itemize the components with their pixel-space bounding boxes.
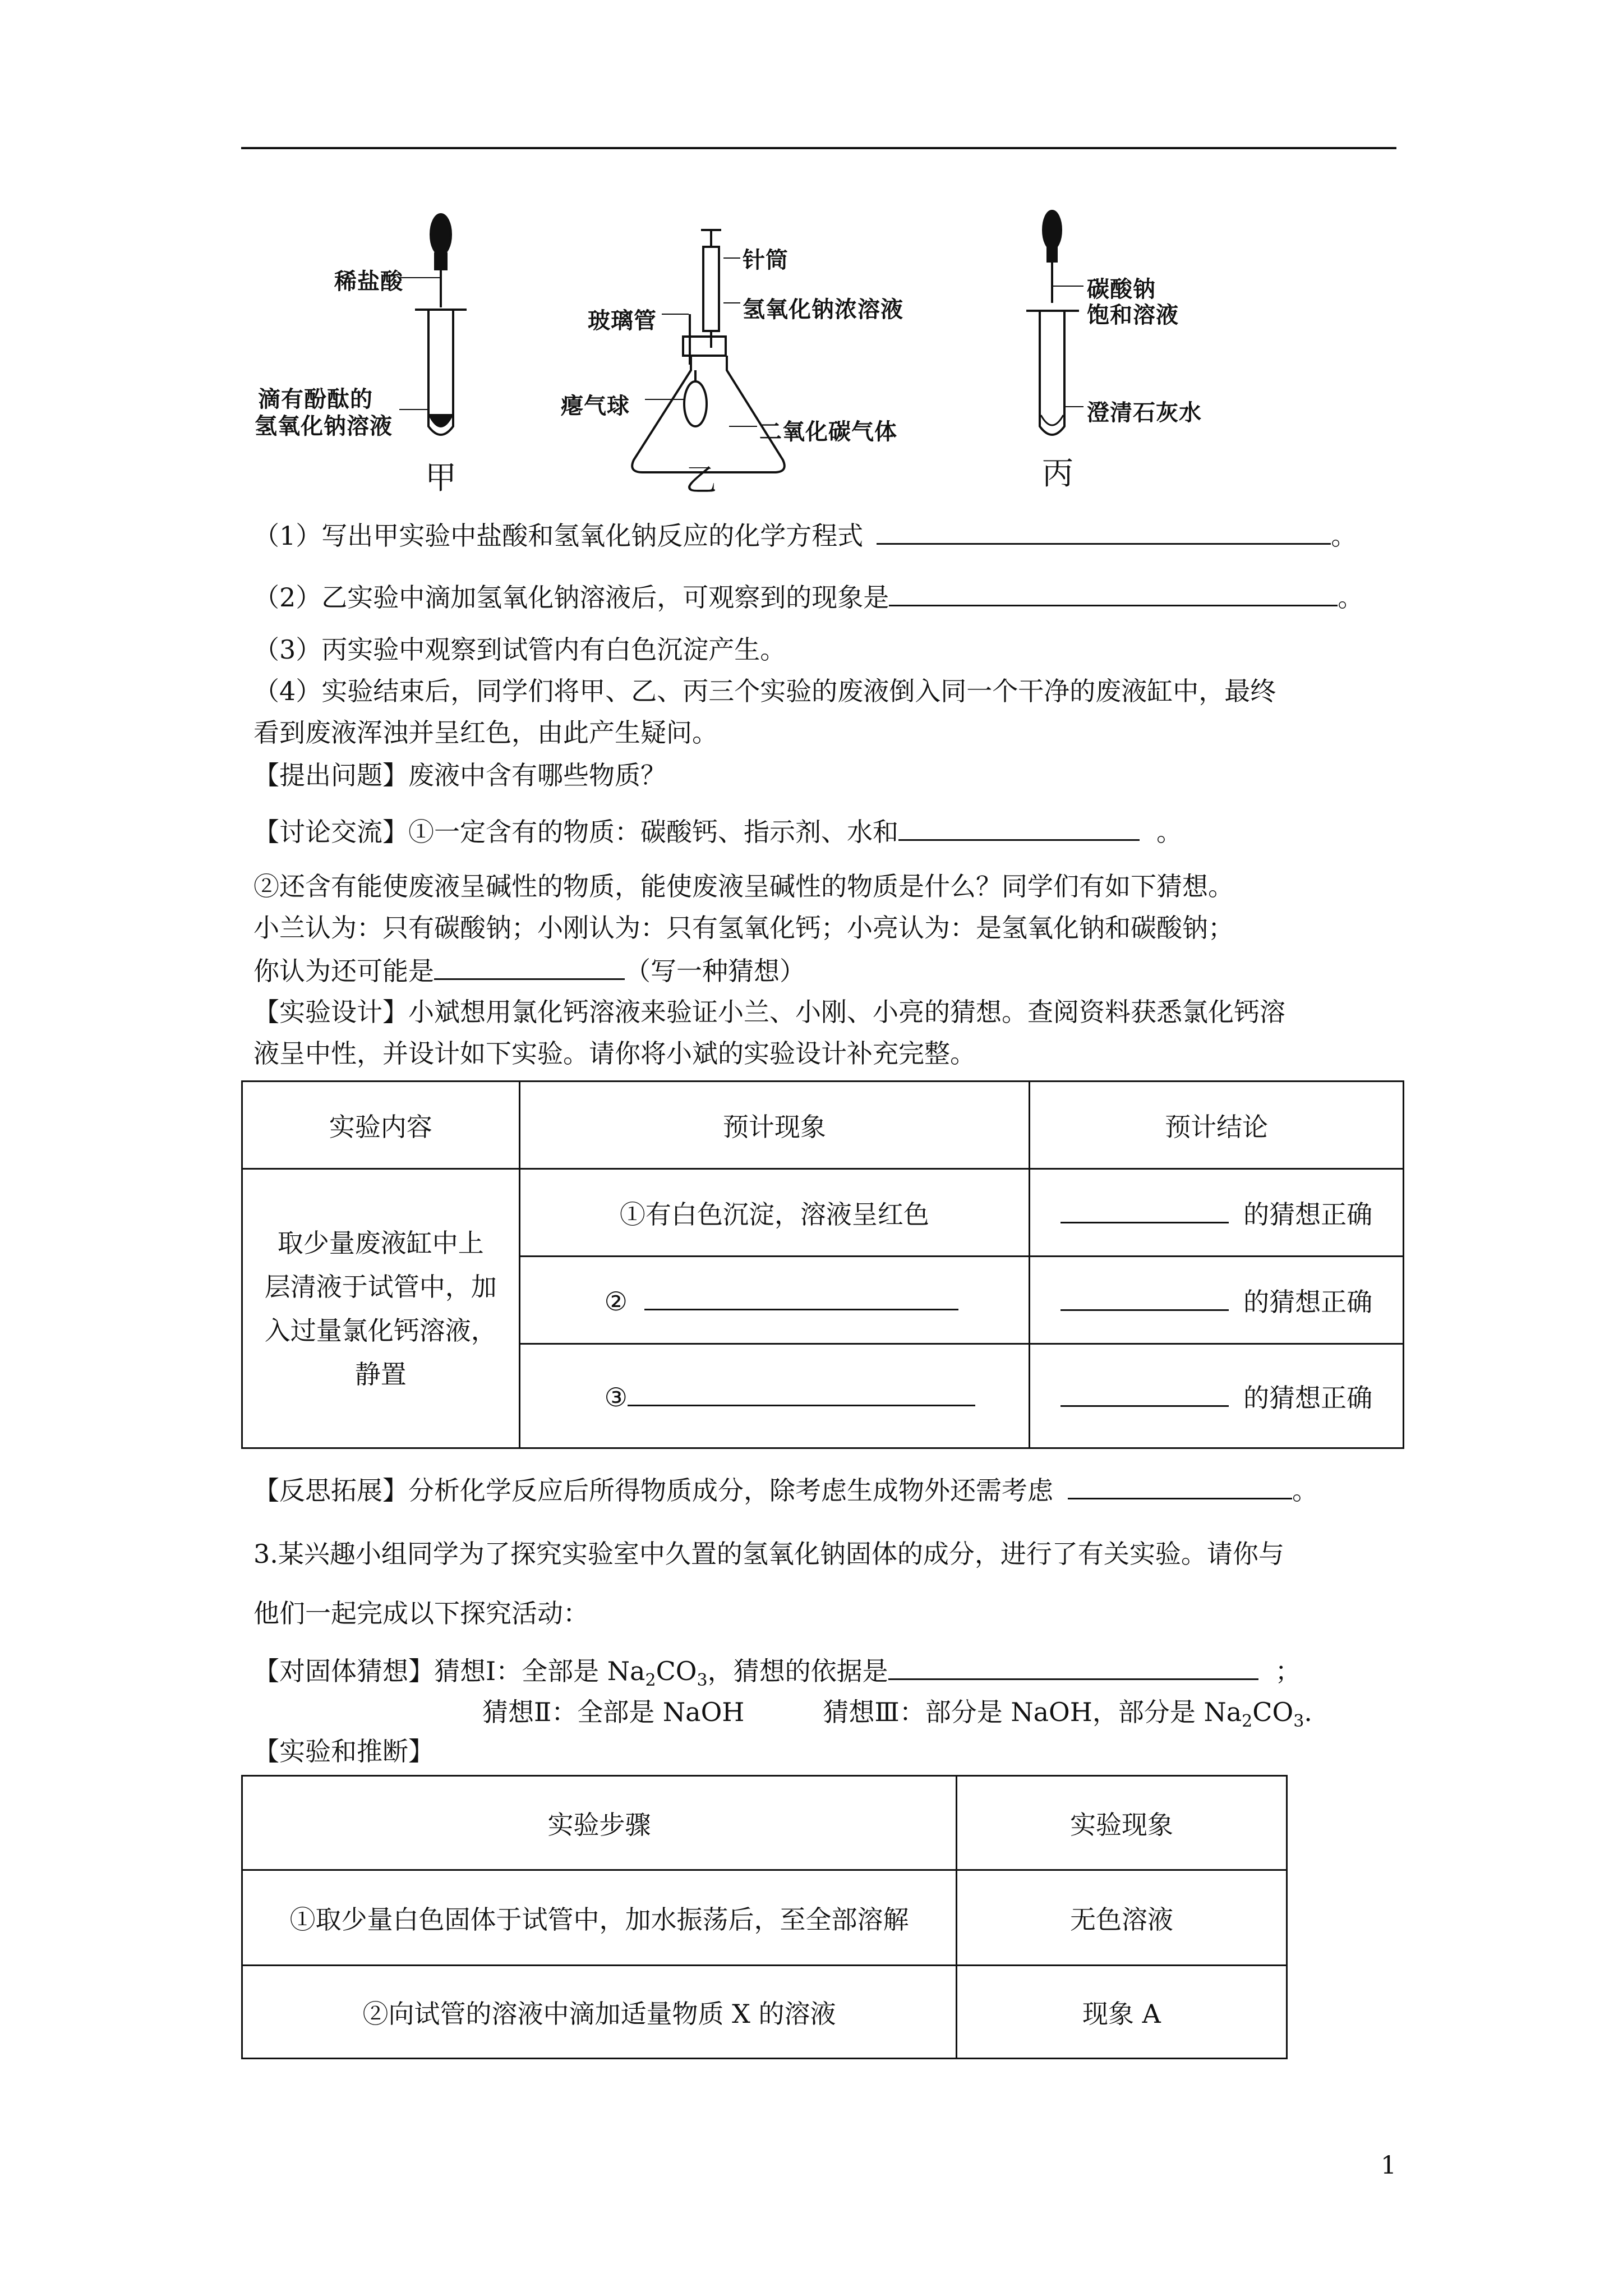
conclusion-suffix: 的猜想正确: [1243, 1199, 1373, 1230]
conclusion-blank[interactable]: [1061, 1285, 1229, 1311]
experiment-steps-table: [241, 1775, 1288, 2059]
label-deflated-balloon: 瘪气球: [561, 393, 630, 419]
question-3-line-2: 他们一起完成以下探究活动：: [253, 1598, 589, 1628]
table-row: [242, 1966, 1287, 2059]
answer-blank-2[interactable]: [889, 580, 1338, 606]
content-line: 层清液于试管中，加: [264, 1271, 497, 1302]
content-line: 取少量废液缸中上: [277, 1227, 484, 1258]
discussion-text: 【讨论交流】①一定含有的物质：碳酸钙、指示剂、水和: [253, 817, 898, 847]
observation-cell: 无色溶液: [956, 1870, 1287, 1966]
reflection-text: 【反思拓展】分析化学反应后所得物质成分，除考虑生成物外还需考虑: [253, 1475, 1053, 1506]
header-steps: 实验步骤: [242, 1776, 957, 1870]
phenomenon-cell: ①有白色沉淀，溶液呈红色: [519, 1169, 1030, 1257]
label-conc-naoh: 氢氧化钠浓溶液: [743, 296, 903, 323]
conclusion-blank[interactable]: [1061, 1381, 1229, 1407]
header-observation: 实验现象: [956, 1776, 1287, 1870]
bing-apparatus: [1026, 211, 1083, 435]
label-phenolphthalein: 滴有酚酞的: [258, 386, 373, 412]
conclusion-cell: [1030, 1257, 1404, 1344]
conclusion-cell: [1030, 1344, 1404, 1448]
question-4-line-2: 看到废液浑浊并呈红色，由此产生疑问。: [253, 717, 718, 748]
answer-blank-discussion[interactable]: [898, 815, 1140, 841]
formula-na2co3: Na: [607, 1656, 645, 1686]
phenomenon-number: ③: [604, 1382, 628, 1412]
step-cell: ②向试管的溶液中滴加适量物质 X 的溶液: [242, 1966, 957, 2059]
phenomenon-cell: [519, 1257, 1030, 1344]
question-2: （2）乙实验中滴加氢氧化钠溶液后，可观察到的现象是 。: [253, 580, 1363, 613]
header-content: 实验内容: [242, 1082, 520, 1169]
answer-blank-basis[interactable]: [888, 1654, 1258, 1680]
solid-guess-1: 【对固体猜想】猜想Ⅰ：全部是 $Na_2CO_3$，猜想的依据是 ；: [253, 1654, 1301, 1696]
phenomenon-number: ②: [604, 1286, 628, 1317]
guess-you-hint: （写一种猜想）: [625, 956, 805, 986]
conclusion-blank[interactable]: [1061, 1197, 1229, 1223]
label-syringe: 针筒: [743, 247, 789, 273]
jia-apparatus: [399, 214, 467, 435]
design-line-2: 液呈中性，并设计如下实验。请你将小斌的实验设计补充完整。: [253, 1038, 976, 1069]
observation-cell: 现象 A: [956, 1966, 1287, 2059]
table-header-row: [242, 1776, 1287, 1870]
content-line: 静置: [354, 1359, 407, 1389]
table-header-row: [242, 1082, 1404, 1169]
content-line: 入过量氯化钙溶液，: [264, 1315, 497, 1346]
answer-blank-reflection[interactable]: [1068, 1473, 1292, 1499]
conclusion-suffix: 的猜想正确: [1243, 1382, 1373, 1413]
question-1: （1）写出甲实验中盐酸和氢氧化钠反应的化学方程式 。: [253, 518, 1357, 551]
question-1-text: （1）写出甲实验中盐酸和氢氧化钠反应的化学方程式: [253, 521, 864, 551]
design-line-1: 【实验设计】小斌想用氯化钙溶液来验证小兰、小刚、小亮的猜想。查阅资料获悉氯化钙溶: [253, 997, 1285, 1027]
label-limewater: 澄清石灰水: [1087, 399, 1202, 426]
experiment-inference: 【实验和推断】: [253, 1736, 434, 1766]
caption-jia: 甲: [425, 460, 457, 496]
header-phenomenon: 预计现象: [519, 1082, 1030, 1169]
guess-1-basis: ，猜想的依据是: [707, 1656, 888, 1686]
raise-question: 【提出问题】废液中含有哪些物质？: [253, 760, 666, 790]
guess-you-text: 你认为还可能是: [253, 956, 434, 986]
label-dilute-hcl: 稀盐酸: [334, 268, 403, 295]
caption-yi: 乙: [685, 462, 717, 499]
experiment-content-cell: [242, 1169, 520, 1448]
apparatus-figure: [0, 0, 1623, 505]
step-cell: ①取少量白色固体于试管中，加水振荡后，至全部溶解: [242, 1870, 957, 1966]
guess-you: [253, 954, 805, 987]
label-saturated-solution: 饱和溶液: [1087, 302, 1179, 328]
table-row: [242, 1169, 1404, 1257]
solid-guess-2-3: 猜想Ⅱ：全部是 NaOH 猜想Ⅲ：部分是 NaOH，部分是 $Na_2CO_3$.: [482, 1697, 1312, 1732]
guess-intro: ②还含有能使废液呈碱性的物质，能使废液呈碱性的物质是什么？同学们有如下猜想。: [253, 871, 1234, 901]
question-3-line-1: 3.某兴趣小组同学为了探究实验室中久置的氢氧化钠固体的成分，进行了有关实验。请你与: [253, 1539, 1284, 1569]
discussion: 【讨论交流】①一定含有的物质：碳酸钙、指示剂、水和 。: [253, 815, 1182, 848]
caption-bing: 丙: [1042, 455, 1073, 492]
label-glass-tube: 玻璃管: [588, 307, 657, 334]
experiment-design-table: [241, 1080, 1404, 1449]
header-conclusion: 预计结论: [1030, 1082, 1404, 1169]
reflection: 【反思拓展】分析化学反应后所得物质成分，除考虑生成物外还需考虑 。: [253, 1473, 1318, 1506]
answer-blank-1[interactable]: [877, 518, 1331, 545]
label-naoh-solution: 氢氧化钠溶液: [255, 413, 393, 439]
guess-list: 小兰认为：只有碳酸钠；小刚认为：只有氢氧化钙；小亮认为：是氢氧化钠和碳酸钠；: [253, 913, 1234, 943]
label-na2co3: 碳酸钠: [1087, 276, 1156, 302]
question-4-line-1: （4）实验结束后，同学们将甲、乙、丙三个实验的废液倒入同一个干净的废液缸中，最终: [253, 676, 1276, 706]
phenomenon-blank[interactable]: [628, 1380, 975, 1406]
table-row: [242, 1870, 1287, 1966]
phenomenon-blank[interactable]: [644, 1284, 958, 1310]
question-2-text: （2）乙实验中滴加氢氧化钠溶液后，可观察到的现象是: [253, 582, 889, 613]
conclusion-suffix: 的猜想正确: [1243, 1286, 1373, 1317]
conclusion-cell: [1030, 1169, 1404, 1257]
page-number: 1: [1381, 2151, 1396, 2180]
question-3: （3）丙实验中观察到试管内有白色沉淀产生。: [253, 634, 786, 665]
guess-3-prefix: 猜想Ⅲ：部分是 NaOH，部分是: [823, 1697, 1196, 1727]
answer-blank-guess[interactable]: [434, 954, 625, 980]
label-co2-gas: 二氧化碳气体: [759, 418, 897, 445]
guess-1-prefix: 【对固体猜想】猜想Ⅰ：全部是: [253, 1656, 600, 1686]
phenomenon-cell: [519, 1344, 1030, 1448]
guess-2: 猜想Ⅱ：全部是 NaOH: [482, 1697, 745, 1727]
